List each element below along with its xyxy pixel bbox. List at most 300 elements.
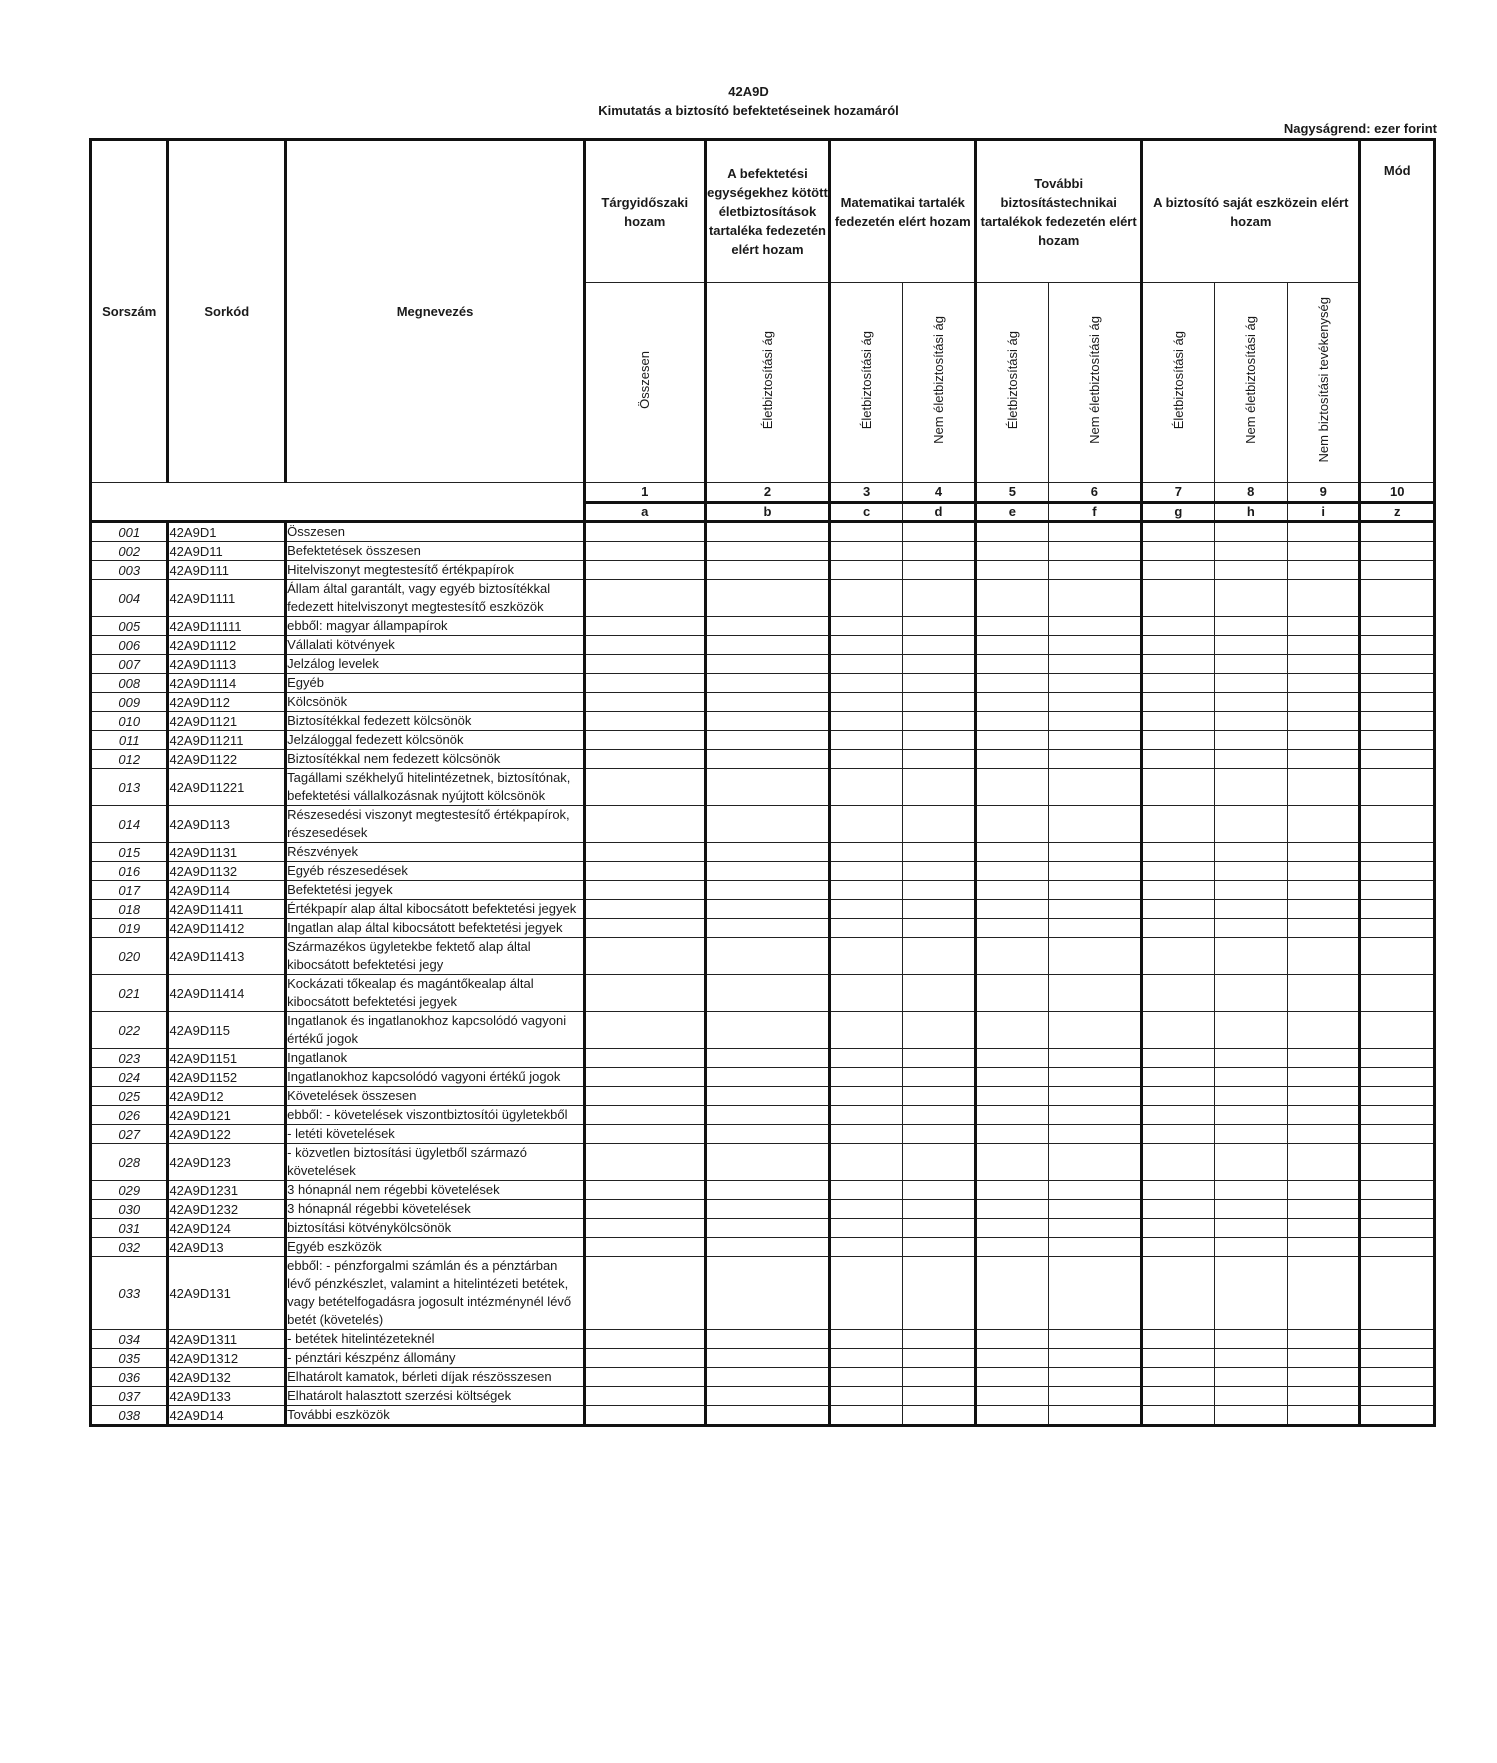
value-cell[interactable]: [1288, 769, 1360, 806]
value-cell[interactable]: [1360, 1068, 1435, 1087]
value-cell[interactable]: [1360, 806, 1435, 843]
value-cell[interactable]: [1048, 712, 1142, 731]
value-cell[interactable]: [705, 900, 830, 919]
value-cell[interactable]: [584, 919, 705, 938]
value-cell[interactable]: [1214, 693, 1287, 712]
value-cell[interactable]: [1048, 655, 1142, 674]
value-cell[interactable]: [830, 731, 902, 750]
value-cell[interactable]: [1214, 938, 1287, 975]
value-cell[interactable]: [705, 1330, 830, 1349]
value-cell[interactable]: [902, 843, 975, 862]
value-cell[interactable]: [584, 1068, 705, 1087]
value-cell[interactable]: [1048, 1219, 1142, 1238]
value-cell[interactable]: [976, 1125, 1048, 1144]
value-cell[interactable]: [705, 919, 830, 938]
value-cell[interactable]: [976, 1087, 1048, 1106]
value-cell[interactable]: [1288, 636, 1360, 655]
value-cell[interactable]: [1142, 1068, 1214, 1087]
value-cell[interactable]: [705, 636, 830, 655]
value-cell[interactable]: [1214, 542, 1287, 561]
value-cell[interactable]: [976, 712, 1048, 731]
value-cell[interactable]: [976, 1219, 1048, 1238]
value-cell[interactable]: [902, 1144, 975, 1181]
value-cell[interactable]: [830, 862, 902, 881]
value-cell[interactable]: [830, 617, 902, 636]
value-cell[interactable]: [830, 975, 902, 1012]
value-cell[interactable]: [1360, 542, 1435, 561]
value-cell[interactable]: [830, 919, 902, 938]
value-cell[interactable]: [705, 1181, 830, 1200]
value-cell[interactable]: [902, 938, 975, 975]
value-cell[interactable]: [1360, 1238, 1435, 1257]
value-cell[interactable]: [830, 1330, 902, 1349]
value-cell[interactable]: [584, 542, 705, 561]
value-cell[interactable]: [1048, 862, 1142, 881]
value-cell[interactable]: [902, 1257, 975, 1330]
value-cell[interactable]: [1288, 750, 1360, 769]
value-cell[interactable]: [1288, 1181, 1360, 1200]
value-cell[interactable]: [1214, 580, 1287, 617]
value-cell[interactable]: [976, 862, 1048, 881]
value-cell[interactable]: [1142, 1349, 1214, 1368]
value-cell[interactable]: [976, 1012, 1048, 1049]
value-cell[interactable]: [1142, 1125, 1214, 1144]
value-cell[interactable]: [1288, 900, 1360, 919]
value-cell[interactable]: [705, 1349, 830, 1368]
value-cell[interactable]: [584, 806, 705, 843]
value-cell[interactable]: [976, 561, 1048, 580]
value-cell[interactable]: [584, 1012, 705, 1049]
value-cell[interactable]: [584, 881, 705, 900]
value-cell[interactable]: [1360, 862, 1435, 881]
value-cell[interactable]: [1142, 769, 1214, 806]
value-cell[interactable]: [830, 1406, 902, 1426]
value-cell[interactable]: [1214, 1012, 1287, 1049]
value-cell[interactable]: [1288, 1068, 1360, 1087]
value-cell[interactable]: [976, 1238, 1048, 1257]
value-cell[interactable]: [902, 1330, 975, 1349]
value-cell[interactable]: [1048, 881, 1142, 900]
value-cell[interactable]: [1048, 1049, 1142, 1068]
value-cell[interactable]: [584, 580, 705, 617]
value-cell[interactable]: [976, 1181, 1048, 1200]
value-cell[interactable]: [705, 731, 830, 750]
value-cell[interactable]: [830, 750, 902, 769]
value-cell[interactable]: [1142, 1387, 1214, 1406]
value-cell[interactable]: [1048, 769, 1142, 806]
value-cell[interactable]: [976, 655, 1048, 674]
value-cell[interactable]: [705, 975, 830, 1012]
value-cell[interactable]: [1360, 1144, 1435, 1181]
value-cell[interactable]: [1288, 1330, 1360, 1349]
value-cell[interactable]: [1142, 806, 1214, 843]
value-cell[interactable]: [1142, 975, 1214, 1012]
value-cell[interactable]: [1214, 1330, 1287, 1349]
value-cell[interactable]: [1288, 1219, 1360, 1238]
value-cell[interactable]: [584, 1349, 705, 1368]
value-cell[interactable]: [902, 919, 975, 938]
value-cell[interactable]: [1048, 1238, 1142, 1257]
value-cell[interactable]: [1048, 1125, 1142, 1144]
value-cell[interactable]: [902, 1219, 975, 1238]
value-cell[interactable]: [584, 1049, 705, 1068]
value-cell[interactable]: [1360, 561, 1435, 580]
value-cell[interactable]: [902, 806, 975, 843]
value-cell[interactable]: [1142, 1012, 1214, 1049]
value-cell[interactable]: [976, 750, 1048, 769]
value-cell[interactable]: [705, 1200, 830, 1219]
value-cell[interactable]: [1142, 1238, 1214, 1257]
value-cell[interactable]: [1142, 1144, 1214, 1181]
value-cell[interactable]: [976, 1257, 1048, 1330]
value-cell[interactable]: [584, 1330, 705, 1349]
value-cell[interactable]: [1360, 919, 1435, 938]
value-cell[interactable]: [1048, 919, 1142, 938]
value-cell[interactable]: [1142, 693, 1214, 712]
value-cell[interactable]: [705, 1106, 830, 1125]
value-cell[interactable]: [1288, 806, 1360, 843]
value-cell[interactable]: [830, 522, 902, 542]
value-cell[interactable]: [830, 1349, 902, 1368]
value-cell[interactable]: [1142, 1181, 1214, 1200]
value-cell[interactable]: [1288, 712, 1360, 731]
value-cell[interactable]: [705, 1049, 830, 1068]
value-cell[interactable]: [584, 731, 705, 750]
value-cell[interactable]: [584, 1125, 705, 1144]
value-cell[interactable]: [1288, 975, 1360, 1012]
value-cell[interactable]: [1214, 1181, 1287, 1200]
value-cell[interactable]: [976, 900, 1048, 919]
value-cell[interactable]: [902, 1049, 975, 1068]
value-cell[interactable]: [830, 1106, 902, 1125]
value-cell[interactable]: [976, 1330, 1048, 1349]
value-cell[interactable]: [1142, 881, 1214, 900]
value-cell[interactable]: [902, 674, 975, 693]
value-cell[interactable]: [1214, 769, 1287, 806]
value-cell[interactable]: [584, 1200, 705, 1219]
value-cell[interactable]: [1048, 1349, 1142, 1368]
value-cell[interactable]: [1288, 561, 1360, 580]
value-cell[interactable]: [1048, 1387, 1142, 1406]
value-cell[interactable]: [902, 1012, 975, 1049]
value-cell[interactable]: [584, 1087, 705, 1106]
value-cell[interactable]: [902, 1406, 975, 1426]
value-cell[interactable]: [1214, 1125, 1287, 1144]
value-cell[interactable]: [830, 580, 902, 617]
value-cell[interactable]: [705, 806, 830, 843]
value-cell[interactable]: [584, 655, 705, 674]
value-cell[interactable]: [705, 881, 830, 900]
value-cell[interactable]: [1214, 522, 1287, 542]
value-cell[interactable]: [976, 731, 1048, 750]
value-cell[interactable]: [902, 636, 975, 655]
value-cell[interactable]: [902, 1200, 975, 1219]
value-cell[interactable]: [1288, 522, 1360, 542]
value-cell[interactable]: [830, 1049, 902, 1068]
value-cell[interactable]: [830, 674, 902, 693]
value-cell[interactable]: [584, 561, 705, 580]
value-cell[interactable]: [1048, 806, 1142, 843]
value-cell[interactable]: [830, 561, 902, 580]
value-cell[interactable]: [976, 1068, 1048, 1087]
value-cell[interactable]: [976, 542, 1048, 561]
value-cell[interactable]: [1360, 1219, 1435, 1238]
value-cell[interactable]: [830, 1238, 902, 1257]
value-cell[interactable]: [1214, 1257, 1287, 1330]
value-cell[interactable]: [705, 1406, 830, 1426]
value-cell[interactable]: [1288, 1257, 1360, 1330]
value-cell[interactable]: [1360, 1012, 1435, 1049]
value-cell[interactable]: [1048, 542, 1142, 561]
value-cell[interactable]: [1360, 1368, 1435, 1387]
value-cell[interactable]: [976, 975, 1048, 1012]
value-cell[interactable]: [1360, 731, 1435, 750]
value-cell[interactable]: [976, 938, 1048, 975]
value-cell[interactable]: [902, 1238, 975, 1257]
value-cell[interactable]: [830, 1012, 902, 1049]
value-cell[interactable]: [830, 693, 902, 712]
value-cell[interactable]: [902, 862, 975, 881]
value-cell[interactable]: [1214, 1219, 1287, 1238]
value-cell[interactable]: [1214, 750, 1287, 769]
value-cell[interactable]: [1142, 1087, 1214, 1106]
value-cell[interactable]: [705, 862, 830, 881]
value-cell[interactable]: [976, 919, 1048, 938]
value-cell[interactable]: [830, 1368, 902, 1387]
value-cell[interactable]: [705, 750, 830, 769]
value-cell[interactable]: [976, 1106, 1048, 1125]
value-cell[interactable]: [1214, 843, 1287, 862]
value-cell[interactable]: [705, 843, 830, 862]
value-cell[interactable]: [902, 1087, 975, 1106]
value-cell[interactable]: [705, 674, 830, 693]
value-cell[interactable]: [1214, 862, 1287, 881]
value-cell[interactable]: [1360, 636, 1435, 655]
value-cell[interactable]: [976, 1144, 1048, 1181]
value-cell[interactable]: [1214, 806, 1287, 843]
value-cell[interactable]: [1288, 1125, 1360, 1144]
value-cell[interactable]: [1048, 1181, 1142, 1200]
value-cell[interactable]: [976, 1387, 1048, 1406]
value-cell[interactable]: [1360, 769, 1435, 806]
value-cell[interactable]: [705, 580, 830, 617]
value-cell[interactable]: [1048, 1368, 1142, 1387]
value-cell[interactable]: [1360, 1406, 1435, 1426]
value-cell[interactable]: [976, 693, 1048, 712]
value-cell[interactable]: [830, 1068, 902, 1087]
value-cell[interactable]: [830, 900, 902, 919]
value-cell[interactable]: [584, 938, 705, 975]
value-cell[interactable]: [1288, 881, 1360, 900]
value-cell[interactable]: [1360, 843, 1435, 862]
value-cell[interactable]: [830, 769, 902, 806]
value-cell[interactable]: [976, 1049, 1048, 1068]
value-cell[interactable]: [830, 542, 902, 561]
value-cell[interactable]: [830, 712, 902, 731]
value-cell[interactable]: [902, 580, 975, 617]
value-cell[interactable]: [902, 750, 975, 769]
value-cell[interactable]: [1048, 1012, 1142, 1049]
value-cell[interactable]: [1048, 1330, 1142, 1349]
value-cell[interactable]: [902, 975, 975, 1012]
value-cell[interactable]: [1214, 1144, 1287, 1181]
value-cell[interactable]: [584, 617, 705, 636]
value-cell[interactable]: [902, 881, 975, 900]
value-cell[interactable]: [1288, 843, 1360, 862]
value-cell[interactable]: [1142, 843, 1214, 862]
value-cell[interactable]: [1142, 655, 1214, 674]
value-cell[interactable]: [705, 693, 830, 712]
value-cell[interactable]: [1288, 1012, 1360, 1049]
value-cell[interactable]: [976, 522, 1048, 542]
value-cell[interactable]: [830, 636, 902, 655]
value-cell[interactable]: [1214, 919, 1287, 938]
value-cell[interactable]: [1142, 1106, 1214, 1125]
value-cell[interactable]: [705, 1125, 830, 1144]
value-cell[interactable]: [1048, 1106, 1142, 1125]
value-cell[interactable]: [1360, 674, 1435, 693]
value-cell[interactable]: [1360, 693, 1435, 712]
value-cell[interactable]: [1360, 655, 1435, 674]
value-cell[interactable]: [976, 1200, 1048, 1219]
value-cell[interactable]: [1214, 1387, 1287, 1406]
value-cell[interactable]: [1142, 1406, 1214, 1426]
value-cell[interactable]: [584, 900, 705, 919]
value-cell[interactable]: [1288, 1049, 1360, 1068]
value-cell[interactable]: [1142, 561, 1214, 580]
value-cell[interactable]: [584, 769, 705, 806]
value-cell[interactable]: [705, 1368, 830, 1387]
value-cell[interactable]: [1142, 750, 1214, 769]
value-cell[interactable]: [1288, 580, 1360, 617]
value-cell[interactable]: [584, 750, 705, 769]
value-cell[interactable]: [705, 561, 830, 580]
value-cell[interactable]: [902, 1349, 975, 1368]
value-cell[interactable]: [1214, 636, 1287, 655]
value-cell[interactable]: [830, 1387, 902, 1406]
value-cell[interactable]: [1214, 1087, 1287, 1106]
value-cell[interactable]: [1288, 655, 1360, 674]
value-cell[interactable]: [705, 1068, 830, 1087]
value-cell[interactable]: [976, 674, 1048, 693]
value-cell[interactable]: [1360, 1087, 1435, 1106]
value-cell[interactable]: [1360, 617, 1435, 636]
value-cell[interactable]: [902, 522, 975, 542]
value-cell[interactable]: [976, 881, 1048, 900]
value-cell[interactable]: [584, 636, 705, 655]
value-cell[interactable]: [1288, 731, 1360, 750]
value-cell[interactable]: [902, 1068, 975, 1087]
value-cell[interactable]: [1214, 881, 1287, 900]
value-cell[interactable]: [705, 1144, 830, 1181]
value-cell[interactable]: [705, 938, 830, 975]
value-cell[interactable]: [1048, 1087, 1142, 1106]
value-cell[interactable]: [1360, 1200, 1435, 1219]
value-cell[interactable]: [584, 712, 705, 731]
value-cell[interactable]: [1048, 731, 1142, 750]
value-cell[interactable]: [584, 1406, 705, 1426]
value-cell[interactable]: [1288, 1106, 1360, 1125]
value-cell[interactable]: [1214, 1068, 1287, 1087]
value-cell[interactable]: [1360, 900, 1435, 919]
value-cell[interactable]: [830, 1257, 902, 1330]
value-cell[interactable]: [902, 655, 975, 674]
value-cell[interactable]: [1142, 636, 1214, 655]
value-cell[interactable]: [1048, 580, 1142, 617]
value-cell[interactable]: [1048, 843, 1142, 862]
value-cell[interactable]: [584, 975, 705, 1012]
value-cell[interactable]: [1288, 617, 1360, 636]
value-cell[interactable]: [1360, 522, 1435, 542]
value-cell[interactable]: [830, 1219, 902, 1238]
value-cell[interactable]: [1048, 1406, 1142, 1426]
value-cell[interactable]: [584, 862, 705, 881]
value-cell[interactable]: [976, 806, 1048, 843]
value-cell[interactable]: [1288, 1238, 1360, 1257]
value-cell[interactable]: [1288, 938, 1360, 975]
value-cell[interactable]: [1214, 712, 1287, 731]
value-cell[interactable]: [705, 769, 830, 806]
value-cell[interactable]: [830, 1087, 902, 1106]
value-cell[interactable]: [830, 881, 902, 900]
value-cell[interactable]: [1048, 900, 1142, 919]
value-cell[interactable]: [830, 1181, 902, 1200]
value-cell[interactable]: [1288, 1387, 1360, 1406]
value-cell[interactable]: [584, 522, 705, 542]
value-cell[interactable]: [1048, 674, 1142, 693]
value-cell[interactable]: [1048, 1257, 1142, 1330]
value-cell[interactable]: [705, 1387, 830, 1406]
value-cell[interactable]: [902, 1368, 975, 1387]
value-cell[interactable]: [1288, 1087, 1360, 1106]
value-cell[interactable]: [1360, 1387, 1435, 1406]
value-cell[interactable]: [705, 617, 830, 636]
value-cell[interactable]: [1142, 522, 1214, 542]
value-cell[interactable]: [1360, 1257, 1435, 1330]
value-cell[interactable]: [1142, 1219, 1214, 1238]
value-cell[interactable]: [976, 1368, 1048, 1387]
value-cell[interactable]: [705, 1238, 830, 1257]
value-cell[interactable]: [1360, 1106, 1435, 1125]
value-cell[interactable]: [584, 1144, 705, 1181]
value-cell[interactable]: [1288, 1349, 1360, 1368]
value-cell[interactable]: [1142, 1257, 1214, 1330]
value-cell[interactable]: [1214, 1238, 1287, 1257]
value-cell[interactable]: [902, 542, 975, 561]
value-cell[interactable]: [1360, 1181, 1435, 1200]
value-cell[interactable]: [1214, 561, 1287, 580]
value-cell[interactable]: [1360, 1330, 1435, 1349]
value-cell[interactable]: [830, 843, 902, 862]
value-cell[interactable]: [1360, 712, 1435, 731]
value-cell[interactable]: [1288, 693, 1360, 712]
value-cell[interactable]: [1048, 1200, 1142, 1219]
value-cell[interactable]: [976, 843, 1048, 862]
value-cell[interactable]: [902, 1106, 975, 1125]
value-cell[interactable]: [1142, 1049, 1214, 1068]
value-cell[interactable]: [902, 1387, 975, 1406]
value-cell[interactable]: [1142, 919, 1214, 938]
value-cell[interactable]: [1048, 561, 1142, 580]
value-cell[interactable]: [902, 712, 975, 731]
value-cell[interactable]: [584, 1181, 705, 1200]
value-cell[interactable]: [1142, 900, 1214, 919]
value-cell[interactable]: [1142, 731, 1214, 750]
value-cell[interactable]: [1142, 862, 1214, 881]
value-cell[interactable]: [584, 1257, 705, 1330]
value-cell[interactable]: [1214, 731, 1287, 750]
value-cell[interactable]: [1288, 542, 1360, 561]
